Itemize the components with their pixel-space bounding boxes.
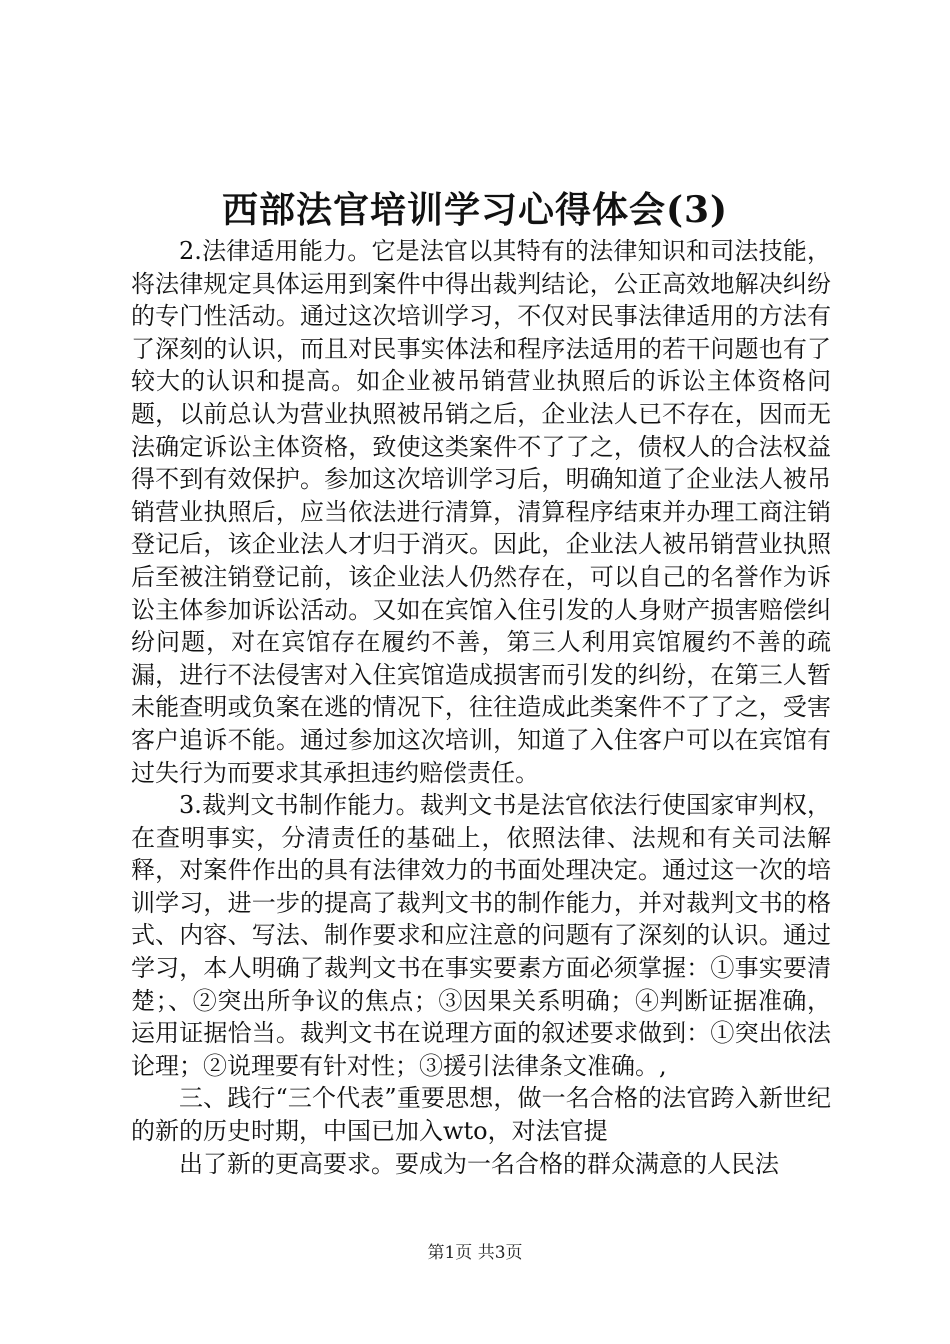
page-number: 第1页 共3页 bbox=[427, 1243, 523, 1263]
paragraph-new-requirements: 出了新的更高要求。要成为一名合格的群众满意的人民法 bbox=[179, 1149, 779, 1178]
paragraph-legal-application: 2.法律适用能力。它是法官以其特有的法律知识和司法技能，将法律规定具体运用到案件中得出裁判结论，公正高效地解决纠纷的专门性活动。通过这次培训学习，不仅对民事法律适用的方法有了深刻的认识，而且对民事实体法和程序法适用的若干问题也有了较大的认识和提高。如企业被吊销营业执照后的诉讼主体资格问题，以前总认为营业执照被吊销之后，企业法人已不存在，因而无法确定诉讼主体资格，致使这类案件不了了之，债权人的合法权益得不到有效保护。参加这次培训学习后，明确知道了企业法人被吊销营业执照后，应当依法进行清算，清算程序结束并办理工商注销登记后，该企业法人才归于消灭。因此，企业法人被吊销营业执照后至被注销登记前，该企业法人仍然存在，可以自己的名誉作为诉讼主体参加诉讼活动。又如在宾馆入住引发的人身财产损害赔偿纠纷问题，对在宾馆存在履约不善，第三人利用宾馆履约不善的疏漏，进行不法侵害对入住宾馆造成损害而引发的纠纷，在第三人暂未能查明或负案在逃的情况下，往往造成此类案件不了了之，受害客户追诉不能。通过参加这次培训，知道了入住客户可以在宾馆有过失行为而要求其承担违约赔偿责任。 bbox=[131, 237, 831, 787]
paragraph-three-represents: 三、践行“三个代表”重要思想，做一名合格的法官跨入新世纪的新的历史时期，中国已加入wto，对法官提 bbox=[131, 1084, 831, 1146]
paragraph-judgment-writing: 3.裁判文书制作能力。裁判文书是法官依法行使国家审判权，在查明事实，分清责任的基础上，依照法律、法规和有关司法解释，对案件作出的具有法律效力的书面处理决定。通过这一次的培训学习，进一步的提高了裁判文书的制作能力，并对裁判文书的格式、内容、写法、制作要求和应注意的问题有了深刻的认识。通过学习，本人明确了裁判文书在事实要素方面必须掌握：①事实要清楚；、②突出所争议的焦点；③因果关系明确；④判断证据准确，运用证据恰当。裁判文书在说理方面的叙述要求做到：①突出依法论理；②说理要有针对性；③援引法律条文准确。, bbox=[131, 791, 831, 1080]
document-body bbox=[131, 235, 831, 1180]
document-title: 西部法官培训学习心得体会(3) bbox=[221, 189, 729, 231]
